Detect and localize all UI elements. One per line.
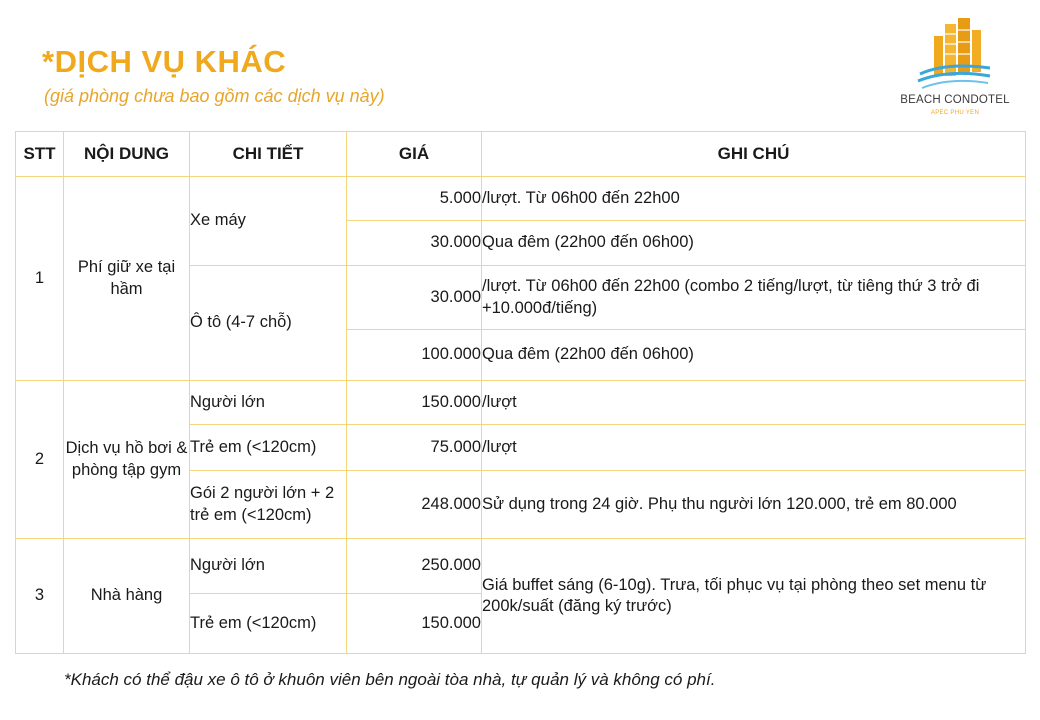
content-cell: Dịch vụ hồ bơi & phòng tập gym [64, 381, 190, 539]
table-row [16, 381, 1026, 425]
detail-cell: Người lớn [190, 539, 347, 594]
note-cell: /lượt. Từ 06h00 đến 22h00 [482, 177, 1026, 221]
detail-cell: Người lớn [190, 381, 347, 425]
price-cell: 30.000 [347, 221, 482, 266]
detail-cell: Xe máy [190, 177, 347, 266]
note-cell: Sử dụng trong 24 giờ. Phụ thu người lớn 120.000, trẻ em 80.000 [482, 471, 1026, 539]
price-cell: 5.000 [347, 177, 482, 221]
content-cell: Nhà hàng [64, 539, 190, 654]
building-wave-icon [916, 14, 992, 92]
stt-cell: 2 [16, 381, 64, 539]
stt-cell: 1 [16, 177, 64, 381]
price-cell: 100.000 [347, 330, 482, 381]
logo-name: BEACH CONDOTEL [900, 94, 1010, 106]
header-content: NỘI DUNG [64, 132, 190, 177]
header-detail: CHI TIẾT [190, 132, 347, 177]
logo-subtitle: APEC PHU YEN [930, 110, 980, 116]
table-header-row [16, 132, 1026, 177]
price-cell: 75.000 [347, 425, 482, 471]
price-cell: 248.000 [347, 471, 482, 539]
content-cell: Phí giữ xe tại hầm [64, 177, 190, 381]
table-row [16, 539, 1026, 594]
detail-cell: Trẻ em (<120cm) [190, 425, 347, 471]
stt-cell: 3 [16, 539, 64, 654]
page-title: *DỊCH VỤ KHÁC [42, 44, 287, 79]
services-table [15, 131, 1026, 654]
price-cell: 150.000 [347, 381, 482, 425]
brand-logo [900, 14, 1010, 124]
price-cell: 30.000 [347, 266, 482, 330]
price-cell: 150.000 [347, 594, 482, 654]
detail-cell: Ô tô (4-7 chỗ) [190, 266, 347, 381]
note-cell: Qua đêm (22h00 đến 06h00) [482, 221, 1026, 266]
note-cell: Giá buffet sáng (6-10g). Trưa, tối phục vụ tại phòng theo set menu từ 200k/suất (đăng ký trước) [482, 539, 1026, 654]
note-cell: /lượt [482, 381, 1026, 425]
header-price: GIÁ [347, 132, 482, 177]
note-cell: /lượt [482, 425, 1026, 471]
detail-cell: Trẻ em (<120cm) [190, 594, 347, 654]
detail-cell: Gói 2 người lớn + 2 trẻ em (<120cm) [190, 471, 347, 539]
note-cell: /lượt. Từ 06h00 đến 22h00 (combo 2 tiếng/lượt, từ tiêng thứ 3 trở đi +10.000đ/tiếng) [482, 266, 1026, 330]
header-stt: STT [16, 132, 64, 177]
footer-note: *Khách có thể đậu xe ô tô ở khuôn viên bên ngoài tòa nhà, tự quản lý và không có phí. [64, 670, 716, 689]
page-subtitle: (giá phòng chưa bao gồm các dịch vụ này) [44, 86, 385, 106]
price-cell: 250.000 [347, 539, 482, 594]
header-note: GHI CHÚ [482, 132, 1026, 177]
table-row [16, 177, 1026, 221]
note-cell: Qua đêm (22h00 đến 06h00) [482, 330, 1026, 381]
